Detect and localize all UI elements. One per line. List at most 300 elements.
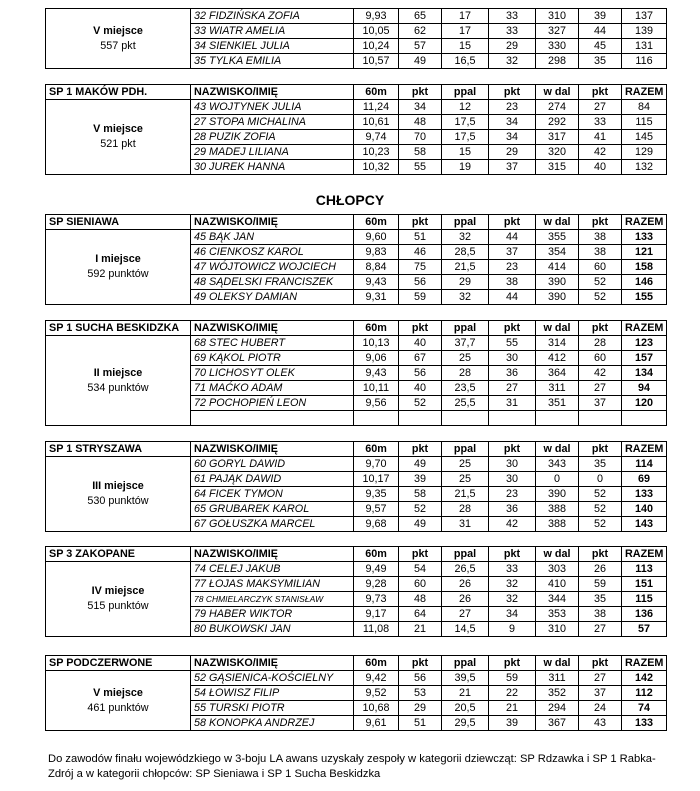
athlete-name: 48 SĄDELSKI FRANCISZEK xyxy=(191,275,354,290)
column-header: pkt xyxy=(489,215,536,230)
points-60m: 56 xyxy=(399,671,442,686)
time-60m: 9,73 xyxy=(354,592,399,607)
long-jump: 367 xyxy=(536,716,579,731)
school-name: SP PODCZERWONE xyxy=(46,656,191,671)
long-jump: 314 xyxy=(536,336,579,351)
team-place: V miejsce xyxy=(93,123,143,135)
points-ball: 33 xyxy=(489,562,536,577)
long-jump: 355 xyxy=(536,230,579,245)
points-60m: 52 xyxy=(399,396,442,411)
column-header: w dal xyxy=(536,442,579,457)
long-jump: 292 xyxy=(536,115,579,130)
team-table-podczerwone xyxy=(45,655,667,731)
column-header: pkt xyxy=(399,321,442,336)
column-header: 60m xyxy=(354,547,399,562)
ball-throw: 27 xyxy=(442,607,489,622)
athlete-name: 61 PAJĄK DAWID xyxy=(191,472,354,487)
ball-throw: 20,5 xyxy=(442,701,489,716)
column-header: pkt xyxy=(399,442,442,457)
long-jump: 344 xyxy=(536,592,579,607)
section-title-boys: CHŁOPCY xyxy=(315,192,385,208)
points-ball: 39 xyxy=(489,716,536,731)
athlete-name: 34 SIENKIEL JULIA xyxy=(191,39,354,54)
team-place-cell xyxy=(46,100,191,175)
athlete-name: 47 WÓJTOWICZ WOJCIECH xyxy=(191,260,354,275)
points-ball: 9 xyxy=(489,622,536,637)
points-jump: 37 xyxy=(579,686,622,701)
column-header: NAZWISKO/IMIĘ xyxy=(191,85,354,100)
team-place: III miejsce xyxy=(92,480,144,492)
long-jump: 388 xyxy=(536,517,579,532)
ball-throw: 23,5 xyxy=(442,381,489,396)
points-ball: 59 xyxy=(489,671,536,686)
ball-throw: 25 xyxy=(442,457,489,472)
total-points: 146 xyxy=(622,275,667,290)
team-points: 461 punktów xyxy=(87,701,149,714)
team-place-cell xyxy=(46,562,191,637)
total-points: 121 xyxy=(622,245,667,260)
athlete-name: 55 TURSKI PIOTR xyxy=(191,701,354,716)
total-points: 145 xyxy=(622,130,667,145)
time-60m: 10,61 xyxy=(354,115,399,130)
column-header: ppal xyxy=(442,321,489,336)
athlete-name: 27 STOPA MICHALINA xyxy=(191,115,354,130)
team-place-cell xyxy=(46,336,191,426)
team-place-cell xyxy=(46,457,191,532)
points-jump: 52 xyxy=(579,517,622,532)
points-ball: 32 xyxy=(489,592,536,607)
athlete-name: 69 KĄKOL PIOTR xyxy=(191,351,354,366)
ball-throw: 15 xyxy=(442,145,489,160)
ball-throw: 21,5 xyxy=(442,260,489,275)
points-ball: 44 xyxy=(489,230,536,245)
girls-continued-table xyxy=(45,8,667,69)
points-60m: 48 xyxy=(399,115,442,130)
long-jump: 410 xyxy=(536,577,579,592)
long-jump: 320 xyxy=(536,145,579,160)
points-ball: 31 xyxy=(489,396,536,411)
column-header: RAZEM xyxy=(622,656,667,671)
ball-throw: 25 xyxy=(442,351,489,366)
points-ball: 23 xyxy=(489,487,536,502)
points-60m: 64 xyxy=(399,607,442,622)
points-jump: 44 xyxy=(579,24,622,39)
table-header-row xyxy=(46,321,667,336)
ball-throw: 17,5 xyxy=(442,130,489,145)
long-jump: 353 xyxy=(536,607,579,622)
time-60m: 10,17 xyxy=(354,472,399,487)
ball-throw: 17,5 xyxy=(442,115,489,130)
team-points: 515 punktów xyxy=(87,600,149,612)
column-header: NAZWISKO/IMIĘ xyxy=(191,321,354,336)
long-jump: 317 xyxy=(536,130,579,145)
points-jump: 35 xyxy=(579,54,622,69)
athlete-name: 74 CELEJ JAKUB xyxy=(191,562,354,577)
ball-throw: 21 xyxy=(442,686,489,701)
column-header: pkt xyxy=(579,656,622,671)
total-points: 131 xyxy=(622,39,667,54)
time-60m: 9,17 xyxy=(354,607,399,622)
team-place: I miejsce xyxy=(95,253,141,265)
points-jump: 60 xyxy=(579,260,622,275)
ball-throw: 26,5 xyxy=(442,562,489,577)
points-ball: 29 xyxy=(489,145,536,160)
points-60m: 51 xyxy=(399,716,442,731)
ball-throw: 31 xyxy=(442,517,489,532)
team-place-cell xyxy=(46,671,191,731)
school-name: SP 1 STRYSZAWA xyxy=(46,442,191,457)
athlete-name: 65 GRUBAREK KAROL xyxy=(191,502,354,517)
points-ball: 33 xyxy=(489,24,536,39)
column-header: ppal xyxy=(442,215,489,230)
points-60m: 48 xyxy=(399,592,442,607)
points-jump: 43 xyxy=(579,716,622,731)
time-60m: 10,23 xyxy=(354,145,399,160)
column-header: pkt xyxy=(489,656,536,671)
footnote: Do zawodów finału wojewódzkiego w 3-boju LA awans uzyskały zespoły w kategorii dziewcząt: SP Rdzawka i SP 1 Rabka-Zdrój a w kategorii chłopców: SP Sieniawa i SP 1 Sucha Beskidzka xyxy=(48,753,656,780)
long-jump: 390 xyxy=(536,487,579,502)
ball-throw: 21,5 xyxy=(442,487,489,502)
athlete-name: 46 CIENKOSZ KAROL xyxy=(191,245,354,260)
points-jump: 45 xyxy=(579,39,622,54)
table-row xyxy=(46,230,667,245)
points-jump: 38 xyxy=(579,245,622,260)
athlete-name: 77 ŁOJAS MAKSYMILIAN xyxy=(191,577,354,592)
table-row xyxy=(46,562,667,577)
team-place-cell xyxy=(46,9,191,69)
athlete-name: 72 POCHOPIEŃ LEON xyxy=(191,396,354,411)
points-ball: 30 xyxy=(489,472,536,487)
column-header: pkt xyxy=(579,215,622,230)
long-jump: 390 xyxy=(536,275,579,290)
team-points: 521 pkt xyxy=(100,138,136,150)
long-jump: 390 xyxy=(536,290,579,305)
points-ball: 37 xyxy=(489,245,536,260)
athlete-name: 79 HABER WIKTOR xyxy=(191,607,354,622)
points-ball: 34 xyxy=(489,115,536,130)
column-header: pkt xyxy=(489,547,536,562)
points-ball: 32 xyxy=(489,54,536,69)
ball-throw: 19 xyxy=(442,160,489,175)
column-header: RAZEM xyxy=(622,442,667,457)
athlete-name: 43 WOJTYNEK JULIA xyxy=(191,100,354,115)
total-points: 115 xyxy=(622,115,667,130)
athlete-name: 67 GOŁUSZKA MARCEL xyxy=(191,517,354,532)
total-points: 142 xyxy=(622,671,667,686)
time-60m: 9,43 xyxy=(354,366,399,381)
points-ball: 21 xyxy=(489,701,536,716)
table-header-row xyxy=(46,547,667,562)
column-header: pkt xyxy=(489,321,536,336)
points-ball: 36 xyxy=(489,502,536,517)
team-table-sucha-beskidzka xyxy=(45,320,667,426)
column-header: ppal xyxy=(442,656,489,671)
column-header: RAZEM xyxy=(622,321,667,336)
school-name: SP 1 MAKÓW PDH. xyxy=(46,85,191,100)
points-jump: 39 xyxy=(579,9,622,24)
school-name: SP 1 SUCHA BESKIDZKA xyxy=(46,321,191,336)
athlete-name: 58 KONOPKA ANDRZEJ xyxy=(191,716,354,731)
long-jump: 327 xyxy=(536,24,579,39)
total-points: 94 xyxy=(622,381,667,396)
total-points: 151 xyxy=(622,577,667,592)
total-points: 133 xyxy=(622,716,667,731)
points-ball: 30 xyxy=(489,351,536,366)
ball-throw: 28 xyxy=(442,366,489,381)
total-points: 155 xyxy=(622,290,667,305)
points-ball: 33 xyxy=(489,9,536,24)
ball-throw: 17 xyxy=(442,9,489,24)
total-points: 129 xyxy=(622,145,667,160)
table-header-row xyxy=(46,442,667,457)
school-name: SP SIENIAWA xyxy=(46,215,191,230)
total-points: 136 xyxy=(622,607,667,622)
ball-throw: 28,5 xyxy=(442,245,489,260)
column-header: 60m xyxy=(354,85,399,100)
column-header: pkt xyxy=(399,547,442,562)
ball-throw: 14,5 xyxy=(442,622,489,637)
points-60m: 49 xyxy=(399,457,442,472)
column-header: ppal xyxy=(442,442,489,457)
column-header: pkt xyxy=(579,85,622,100)
ball-throw: 29 xyxy=(442,275,489,290)
points-ball: 36 xyxy=(489,366,536,381)
column-header: ppal xyxy=(442,547,489,562)
column-header: RAZEM xyxy=(622,85,667,100)
time-60m: 9,83 xyxy=(354,245,399,260)
points-jump: 52 xyxy=(579,275,622,290)
time-60m: 9,43 xyxy=(354,275,399,290)
long-jump: 303 xyxy=(536,562,579,577)
team-table-makow xyxy=(45,84,667,175)
points-60m: 60 xyxy=(399,577,442,592)
points-jump: 38 xyxy=(579,607,622,622)
athlete-name: 70 LICHOSYT OLEK xyxy=(191,366,354,381)
points-60m: 55 xyxy=(399,160,442,175)
points-60m: 40 xyxy=(399,381,442,396)
points-jump: 35 xyxy=(579,457,622,472)
points-ball: 27 xyxy=(489,381,536,396)
column-header: NAZWISKO/IMIĘ xyxy=(191,547,354,562)
total-points: 134 xyxy=(622,366,667,381)
long-jump: 364 xyxy=(536,366,579,381)
time-60m: 10,11 xyxy=(354,381,399,396)
team-table-sieniawa xyxy=(45,214,667,305)
total-points: 69 xyxy=(622,472,667,487)
long-jump: 351 xyxy=(536,396,579,411)
long-jump: 354 xyxy=(536,245,579,260)
team-points: 557 pkt xyxy=(100,39,136,52)
time-60m: 9,28 xyxy=(354,577,399,592)
points-ball: 22 xyxy=(489,686,536,701)
total-points: 113 xyxy=(622,562,667,577)
column-header: 60m xyxy=(354,656,399,671)
table-header-row xyxy=(46,656,667,671)
time-60m: 9,60 xyxy=(354,230,399,245)
points-ball: 44 xyxy=(489,290,536,305)
athlete-name: 80 BUKOWSKI JAN xyxy=(191,622,354,637)
points-jump: 27 xyxy=(579,381,622,396)
ball-throw: 16,5 xyxy=(442,54,489,69)
athlete-name: 71 MAĆKO ADAM xyxy=(191,381,354,396)
ball-throw: 12 xyxy=(442,100,489,115)
points-ball: 37 xyxy=(489,160,536,175)
points-60m: 58 xyxy=(399,487,442,502)
time-60m: 9,74 xyxy=(354,130,399,145)
team-place-cell xyxy=(46,230,191,305)
total-points: 74 xyxy=(622,701,667,716)
long-jump: 311 xyxy=(536,381,579,396)
points-jump: 52 xyxy=(579,502,622,517)
long-jump: 315 xyxy=(536,160,579,175)
time-60m: 10,57 xyxy=(354,54,399,69)
ball-throw: 37,7 xyxy=(442,336,489,351)
points-jump: 52 xyxy=(579,487,622,502)
athlete-name: 30 JUREK HANNA xyxy=(191,160,354,175)
column-header: w dal xyxy=(536,85,579,100)
team-place: V miejsce xyxy=(93,686,143,699)
points-jump: 27 xyxy=(579,671,622,686)
column-header: 60m xyxy=(354,442,399,457)
points-jump: 26 xyxy=(579,562,622,577)
column-header: pkt xyxy=(399,656,442,671)
time-60m: 9,93 xyxy=(354,9,399,24)
column-header: pkt xyxy=(489,85,536,100)
total-points: 116 xyxy=(622,54,667,69)
points-jump: 24 xyxy=(579,701,622,716)
column-header: w dal xyxy=(536,321,579,336)
points-60m: 59 xyxy=(399,290,442,305)
athlete-name: 78 CHMIELARCZYK STANISŁAW xyxy=(191,592,354,607)
total-points: 157 xyxy=(622,351,667,366)
points-60m: 70 xyxy=(399,130,442,145)
table-header-row xyxy=(46,215,667,230)
time-60m: 9,49 xyxy=(354,562,399,577)
points-60m: 54 xyxy=(399,562,442,577)
school-name: SP 3 ZAKOPANE xyxy=(46,547,191,562)
total-points: 115 xyxy=(622,592,667,607)
athlete-name: 49 OLEKSY DAMIAN xyxy=(191,290,354,305)
ball-throw: 39,5 xyxy=(442,671,489,686)
table-row xyxy=(46,457,667,472)
points-jump: 35 xyxy=(579,592,622,607)
column-header: pkt xyxy=(399,85,442,100)
time-60m: 9,56 xyxy=(354,396,399,411)
column-header: NAZWISKO/IMIĘ xyxy=(191,442,354,457)
points-jump: 60 xyxy=(579,351,622,366)
points-ball: 23 xyxy=(489,260,536,275)
table-header-row xyxy=(46,85,667,100)
points-ball: 32 xyxy=(489,577,536,592)
points-ball: 55 xyxy=(489,336,536,351)
points-60m: 65 xyxy=(399,9,442,24)
points-60m: 29 xyxy=(399,701,442,716)
athlete-name: 68 STEC HUBERT xyxy=(191,336,354,351)
points-jump: 27 xyxy=(579,622,622,637)
athlete-name: 60 GORYL DAWID xyxy=(191,457,354,472)
table-row xyxy=(46,9,667,24)
points-ball: 38 xyxy=(489,275,536,290)
points-60m: 57 xyxy=(399,39,442,54)
column-header: pkt xyxy=(579,321,622,336)
points-ball: 29 xyxy=(489,39,536,54)
ball-throw: 26 xyxy=(442,577,489,592)
team-points: 534 punktów xyxy=(87,381,149,394)
athlete-name: 32 FIDZIŃSKA ZOFIA xyxy=(191,9,354,24)
points-60m: 40 xyxy=(399,336,442,351)
points-60m: 52 xyxy=(399,502,442,517)
column-header: pkt xyxy=(579,547,622,562)
time-60m: 9,35 xyxy=(354,487,399,502)
total-points: 137 xyxy=(622,9,667,24)
team-place: II miejsce xyxy=(93,366,143,379)
column-header: 60m xyxy=(354,321,399,336)
table-row xyxy=(46,336,667,351)
points-60m: 67 xyxy=(399,351,442,366)
points-60m: 34 xyxy=(399,100,442,115)
long-jump: 414 xyxy=(536,260,579,275)
ball-throw: 25,5 xyxy=(442,396,489,411)
time-60m: 9,52 xyxy=(354,686,399,701)
athlete-name: 45 BĄK JAN xyxy=(191,230,354,245)
column-header: w dal xyxy=(536,215,579,230)
points-60m: 49 xyxy=(399,517,442,532)
team-table-zakopane xyxy=(45,546,667,637)
total-points: 140 xyxy=(622,502,667,517)
team-table-stryszawa xyxy=(45,441,667,532)
column-header: pkt xyxy=(489,442,536,457)
points-jump: 42 xyxy=(579,366,622,381)
total-points: 120 xyxy=(622,396,667,411)
long-jump: 294 xyxy=(536,701,579,716)
long-jump: 311 xyxy=(536,671,579,686)
points-jump: 0 xyxy=(579,472,622,487)
total-points: 139 xyxy=(622,24,667,39)
ball-throw: 17 xyxy=(442,24,489,39)
ball-throw: 29,5 xyxy=(442,716,489,731)
total-points: 112 xyxy=(622,686,667,701)
long-jump: 388 xyxy=(536,502,579,517)
column-header: pkt xyxy=(399,215,442,230)
table-row xyxy=(46,100,667,115)
time-60m: 9,61 xyxy=(354,716,399,731)
total-points: 158 xyxy=(622,260,667,275)
points-jump: 27 xyxy=(579,100,622,115)
points-60m: 75 xyxy=(399,260,442,275)
column-header: pkt xyxy=(579,442,622,457)
points-ball: 34 xyxy=(489,607,536,622)
points-60m: 56 xyxy=(399,275,442,290)
team-place: IV miejsce xyxy=(91,585,145,597)
points-jump: 41 xyxy=(579,130,622,145)
long-jump: 343 xyxy=(536,457,579,472)
time-60m: 9,06 xyxy=(354,351,399,366)
long-jump: 352 xyxy=(536,686,579,701)
time-60m: 11,08 xyxy=(354,622,399,637)
ball-throw: 15 xyxy=(442,39,489,54)
ball-throw: 32 xyxy=(442,230,489,245)
points-jump: 59 xyxy=(579,577,622,592)
team-place: V miejsce xyxy=(93,24,143,37)
time-60m: 11,24 xyxy=(354,100,399,115)
athlete-name: 52 GĄSIENICA-KOŚCIELNY xyxy=(191,671,354,686)
points-60m: 21 xyxy=(399,622,442,637)
total-points: 123 xyxy=(622,336,667,351)
points-60m: 51 xyxy=(399,230,442,245)
long-jump: 274 xyxy=(536,100,579,115)
total-points: 133 xyxy=(622,230,667,245)
points-jump: 52 xyxy=(579,290,622,305)
